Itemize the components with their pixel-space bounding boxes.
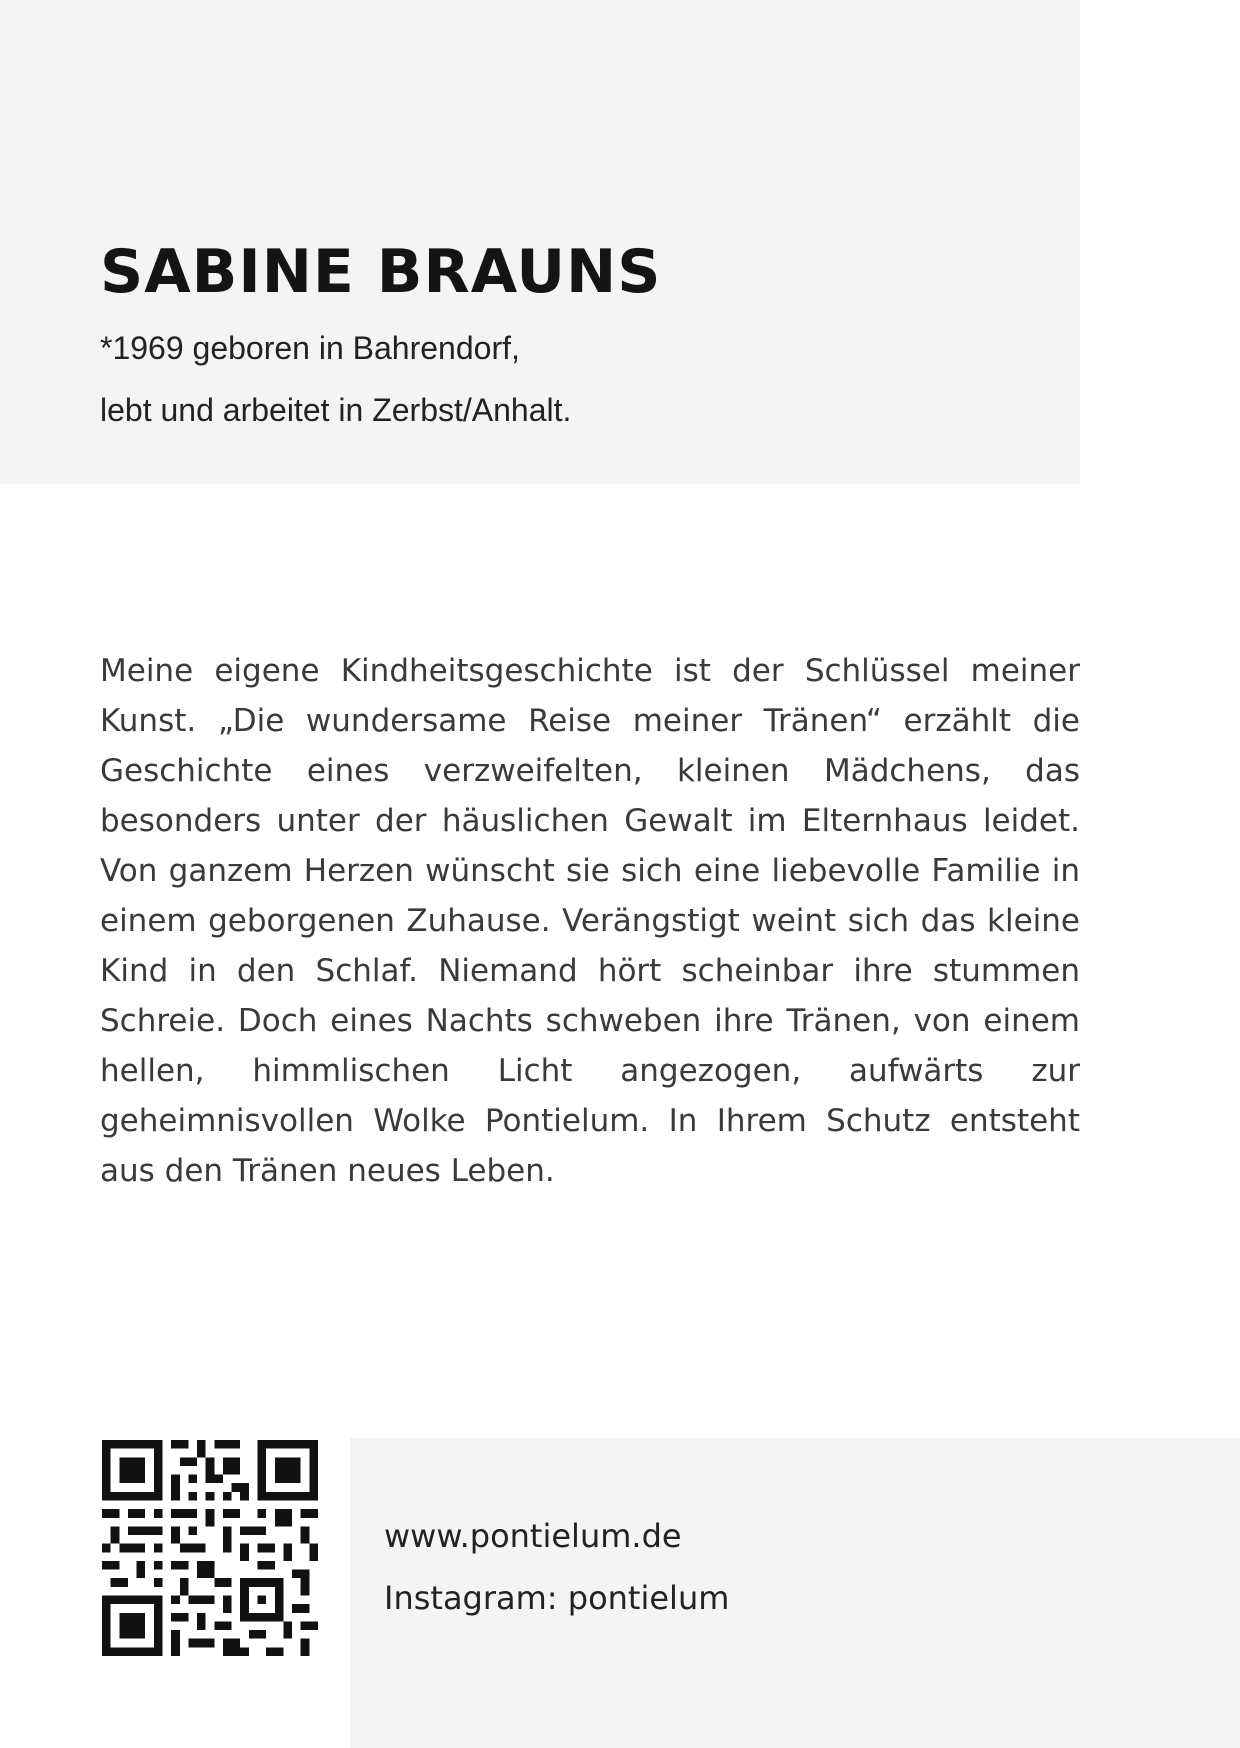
author-name: SABINE BRAUNS [100,237,662,307]
bio-birth-line: *1969 geboren in Bahrendorf, [100,330,520,366]
instagram-handle[interactable]: Instagram: pontielum [384,1579,730,1617]
story-paragraph: Meine eigene Kindheitsgeschichte ist der Schlüssel meiner Kunst. „Die wundersame Reise meiner Tränen“ erzählt die Geschichte eines verzweifelten, kleinen Mädchens, das besonders unter der häuslichen Gewalt im Elternhaus leidet. Von ganzem Herzen wünscht sie sich eine liebevolle Familie in einem geborgenen Zuhause. Verängstigt weint sich das kleine Kind in den Schlaf. Niemand hört scheinbar ihre stummen Schreie. Doch eines Nachts schweben ihre Tränen, von einem hellen, himmlischen Licht angezogen, aufwärts zur geheimnisvollen Wolke Pontielum. In Ihrem Schutz entsteht aus den Tränen neues Leben. [100,653,1080,1189]
website-link[interactable]: www.pontielum.de [384,1517,682,1555]
qr-code-icon[interactable] [102,1440,318,1656]
bio-residence-line: lebt und arbeitet in Zerbst/Anhalt. [100,392,572,428]
